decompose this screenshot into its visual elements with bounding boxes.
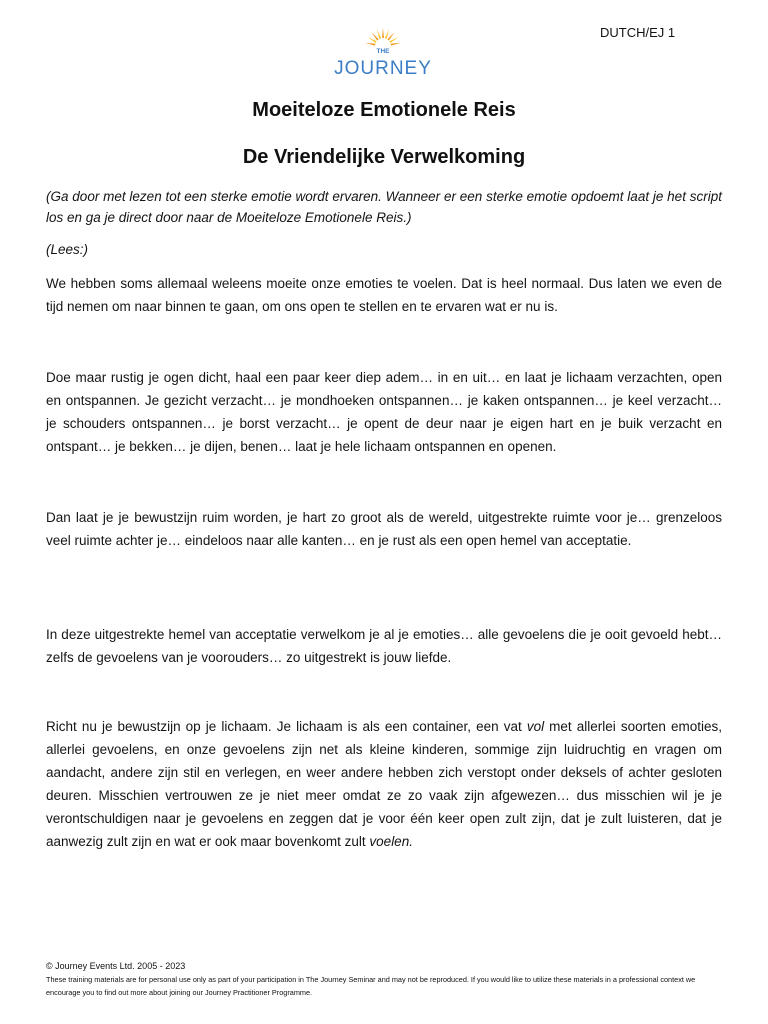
sun-rays-icon <box>365 28 400 46</box>
paragraph-2: Doe maar rustig je ogen dicht, haal een paar keer diep adem… in en uit… en laat je lichaam verzachten, open en ontspannen. Je gezicht verzacht… je mondhoeken ontspannen… je kaken ontspannen… je keel verzacht… je schouders ontspannen… je borst verzacht… je opent de deur naar je eigen hart en je buik verzacht en ontspant… je bekken… je dijen, benen… laat je hele lichaam ontspannen en openen. <box>46 370 722 454</box>
section-title: De Vriendelijke Verwelkoming <box>242 146 526 168</box>
sun-ray <box>367 37 376 43</box>
document-code: DUTCH/EJ 1 <box>600 25 676 40</box>
usage-disclaimer: These training materials are for personal use only as part of your participation in The Journey Seminar and may not be reproduced. If you would like to utilize these materials in a professional context we encourage you to find out more about joining our Journey Practitioner Programme. <box>46 975 696 997</box>
sun-ray <box>391 43 401 46</box>
sun-ray <box>382 28 384 38</box>
paragraph-1: We hebben soms allemaal weleens moeite onze emoties te voelen. Dat is heel normaal. Dus laten we even de tijd nemen om naar binnen te gaan, om ons open te stellen en te ervaren wat er nu is. <box>46 276 722 314</box>
journey-logo <box>328 24 440 80</box>
read-cue: (Lees:) <box>46 242 89 257</box>
journey-logo-graphic <box>328 24 440 80</box>
sun-ray <box>389 37 398 43</box>
logo-small-text: THE <box>376 48 390 55</box>
intro-note: (Ga door met lezen tot een sterke emotie wordt ervaren. Wanneer er een sterke emotie opdoemt laat je het script los en ga je direct door naar de Moeiteloze Emotionele Reis.) <box>46 189 722 225</box>
paragraph-5-segment: Richt nu je bewustzijn op je lichaam. Je lichaam is als een container, een vat <box>46 719 527 734</box>
sun-ray <box>377 29 381 39</box>
paragraph-4: In deze uitgestrekte hemel van acceptatie verwelkom je al je emoties… alle gevoelens die je ooit gevoeld hebt… zelfs de gevoelens van je voorouders… zo uitgestrekt is jouw liefde. <box>46 627 722 665</box>
document-title: Moeiteloze Emotionele Reis <box>252 99 516 121</box>
paragraph-5-emphasis-vol: vol <box>526 719 545 734</box>
paragraph-5-emphasis-voelen: voelen. <box>369 834 413 849</box>
sun-ray <box>387 32 394 40</box>
copyright-notice: © Journey Events Ltd. 2005 - 2023 <box>46 961 186 971</box>
sun-ray <box>371 32 378 40</box>
sun-ray <box>365 43 375 46</box>
paragraph-5 <box>46 715 722 853</box>
logo-main-text: JOURNEY <box>334 58 432 79</box>
paragraph-3: Dan laat je je bewustzijn ruim worden, je hart zo groot als de wereld, uitgestrekte ruimte voor je… grenzeloos veel ruimte achter je… eindeloos naar alle kanten… en je rust als een open hemel van acceptatie. <box>46 510 722 548</box>
sun-ray <box>385 29 389 39</box>
paragraph-5-segment: met allerlei soorten emoties, allerlei gevoelens, en onze gevoelens zijn net als kleine kinderen, sommige zijn luidruchtig en vragen om aandacht, andere zijn stil en verlegen, en weer andere hebben zich verstopt onder deksels of achter gesloten deuren. Misschien vertrouwen ze je niet meer omdat ze zo vaak zijn afgewezen… dus misschien wil je je verontschuldigen naar je gevoelens en zeggen dat je voor één keer open zult zijn, dat je zult luisteren, dat je aanwezig zult zijn en wat er ook maar bovenkomt zult <box>46 719 723 849</box>
